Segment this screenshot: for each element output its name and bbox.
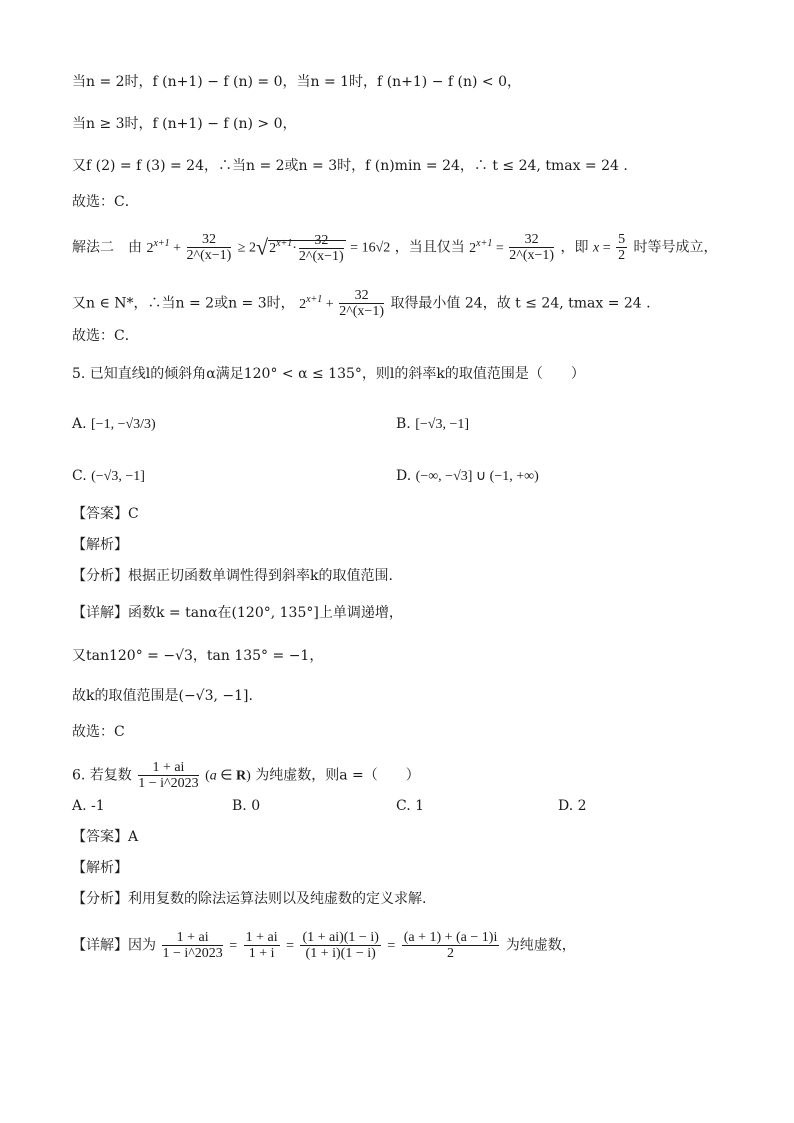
q6-detail: 【详解】因为 $\frac{1 + ai}{1 - i\^{}2023}$ = $\frac{1 + ai}{1 + i}$ = $\frac{(1 + ai)(1 - i)}{(1 + i)(1 - i)}$ = $\frac{(a + 1) + (a - 1)i}{2}$ 为纯虚数， xyxy=(72,930,576,961)
q6-analysis: 【分析】利用复数的除法运算法则以及纯虚数的定义求解. xyxy=(72,891,427,907)
option-value: [−1, −√3/3) xyxy=(91,417,156,432)
fraction-denominator: 2 xyxy=(618,248,626,263)
q6-detail-prefix: 【详解】因为 xyxy=(72,937,156,954)
q6-jiexi: 【解析】 xyxy=(72,860,128,876)
q5-detail: 【详解】函数k = tanα在(120°, 135°]上单调递增， xyxy=(72,605,403,621)
fraction-denominator: 1 − i^2023 xyxy=(138,776,199,791)
text-ji: ，即 xyxy=(560,239,589,256)
q6-fraction xyxy=(138,760,198,791)
q6-option-b: B. 0 xyxy=(232,798,261,814)
fraction-denominator: 1 − i^2023 xyxy=(162,946,223,961)
equality-condition-text: ，当且仅当 xyxy=(394,239,465,256)
fraction-numerator: 1 + ai xyxy=(162,930,222,946)
text-line-4: 故选：C． xyxy=(72,194,139,210)
option-label: D. xyxy=(396,468,412,484)
fraction-numerator: 5 xyxy=(618,232,626,247)
option-value: (−√3, −1] xyxy=(91,469,145,484)
q5-detail-4: 故选：C xyxy=(72,724,125,740)
option-label: C. xyxy=(72,468,87,484)
fraction-denominator: (1 + i)(1 − i) xyxy=(305,946,376,961)
option-value: (−∞, −√3] ∪ (−1, +∞) xyxy=(415,469,539,484)
fraction-32-over-2x-1 xyxy=(187,232,232,263)
q5-option-a xyxy=(72,414,156,435)
q5-jiexi: 【解析】 xyxy=(72,537,128,553)
text-line-2: 当n ≥ 3时，f (n+1) − f (n) > 0， xyxy=(72,116,297,132)
option-value: [−√3, −1] xyxy=(415,417,470,432)
fraction-numerator: (1 + ai)(1 − i) xyxy=(302,930,379,945)
option-label: A. xyxy=(72,416,87,432)
q5-detail-2: 又tan120° = −√3，tan 135° = −1， xyxy=(72,648,324,664)
q5-option-c xyxy=(72,466,145,487)
q6-detail-suffix: 为纯虚数， xyxy=(505,937,576,954)
fraction-equality xyxy=(509,232,554,263)
fraction-numerator: 1 + ai xyxy=(138,760,198,776)
text-line-7: 故选：C． xyxy=(72,328,139,344)
fraction-32-over-2x-1-b: $\frac{32}{2\^{}(x-1)}$ xyxy=(339,288,384,319)
q5-answer: 【答案】C xyxy=(72,506,139,522)
q6-option-d: D. 2 xyxy=(558,798,587,814)
method-two-label: 解法二 由 xyxy=(72,239,142,256)
question-6: 6. 若复数 $\frac{1 + ai}{1 - i\^{}2023}$ (a ∈ R) 为纯虚数，则a =（ ） xyxy=(72,760,420,791)
q6-option-a: A. -1 xyxy=(72,798,105,814)
text-line-6a: 又n ∈ N*，∴当n = 2或n = 3时， xyxy=(72,295,295,312)
fraction-numerator: (a + 1) + (a − 1)i xyxy=(403,930,498,945)
text-line-6: 又n ∈ N*，∴当n = 2或n = 3时， $2^{x+1}$ + $\frac{32}{2\^{}(x-1)}$ 取得最小值 24，故 t ≤ 24, tmax = 24 . xyxy=(72,288,651,319)
q6-detail-fraction-1 xyxy=(162,930,222,961)
q5-option-b xyxy=(396,414,469,435)
q6-option-c: C. 1 xyxy=(396,798,425,814)
text-equality-holds: 时等号成立， xyxy=(633,239,718,256)
q5-option-d xyxy=(396,466,539,487)
text-line-5: 解法二 由 $2^{x+1}$ + $\frac{32}{2\^{}(x-1)}$ ≥ $2√2^{x+1}\cdot$ $\frac{32}{2\^{}(x-1)}$ = 16√2 ，当且仅当 $2^{x+1}$ = $\frac{32}{2\^{}(x-1)}$ ，即 x = $\frac{5}{2}$ 时等号成立， xyxy=(72,232,718,264)
option-label: B. xyxy=(396,416,411,432)
text-line-3: 又f (2) = f (3) = 24，∴当n = 2或n = 3时，f (n)min = 24，∴ t ≤ 24, tmax = 24 . xyxy=(72,158,628,174)
text-line-6b: 取得最小值 24，故 t ≤ 24, tmax = 24 . xyxy=(390,295,651,312)
fraction-numerator: 1 + ai xyxy=(245,930,278,945)
question-6-suffix: 为纯虚数，则a =（ ） xyxy=(255,767,420,784)
question-6-prefix: 6. 若复数 xyxy=(72,767,132,784)
text-line-1: 当n = 2时，f (n+1) − f (n) = 0，当n = 1时，f (n+1) − f (n) < 0， xyxy=(72,74,522,90)
question-5: 5. 已知直线l的倾斜角α满足120° < α ≤ 135°，则l的斜率k的取值范围是（ ） xyxy=(72,366,585,382)
fraction-denominator: 2^(x−1) xyxy=(186,248,232,263)
fraction-denominator: 2^(x−1) xyxy=(509,248,555,263)
fraction-numerator: 32 xyxy=(187,232,232,248)
q6-detail-fraction-3 xyxy=(300,930,380,961)
q6-detail-fraction-2 xyxy=(244,930,280,961)
fraction-denominator: 2 xyxy=(447,946,455,961)
fraction-denominator: 1 + i xyxy=(248,946,275,961)
fraction-five-halves xyxy=(616,232,627,263)
q6-detail-fraction-4 xyxy=(402,930,500,961)
q5-detail-3: 故k的取值范围是(−√3, −1]. xyxy=(72,688,253,704)
q5-analysis: 【分析】根据正切函数单调性得到斜率k的取值范围. xyxy=(72,568,393,584)
q6-answer: 【答案】A xyxy=(72,829,139,845)
fraction-numerator: 32 xyxy=(509,232,554,248)
